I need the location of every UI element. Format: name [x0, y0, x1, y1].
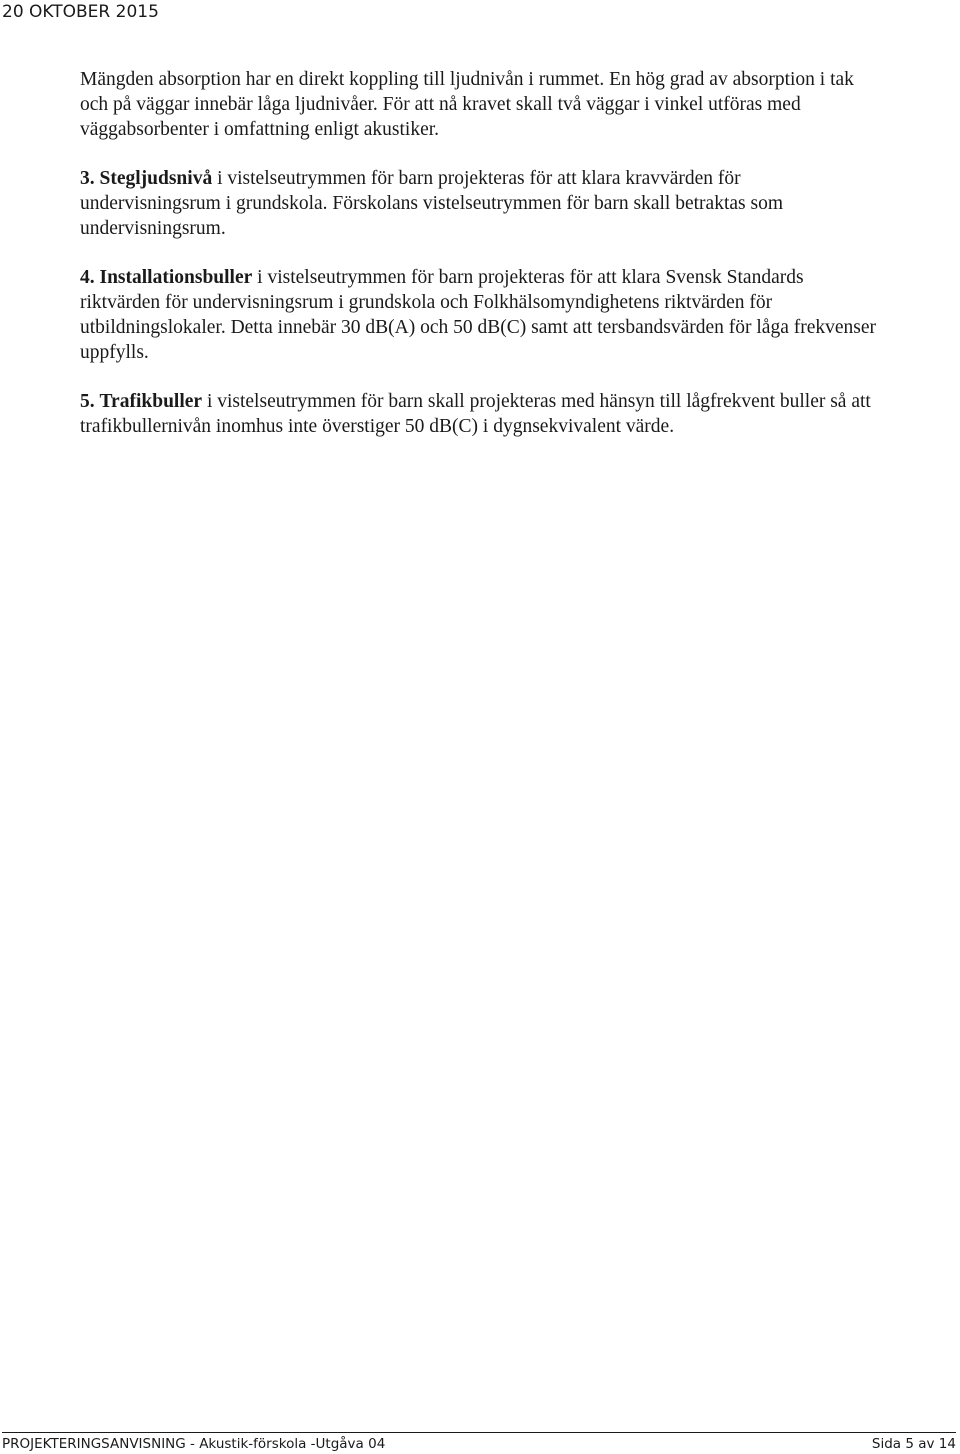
item-paragraph: [80, 265, 880, 365]
document-body: [80, 67, 880, 463]
intro-paragraph: Mängden absorption har en direkt koppling till ljudnivån i rummet. En hög grad av absorption i tak och på väggar innebär låga ljudnivåer. För att nå kravet skall två väggar i vinkel utföras med väggabsorbenter i omfattning enligt akustiker.: [80, 69, 854, 140]
header-date: 20 OKTOBER 2015: [2, 2, 159, 22]
item-number: 3.: [80, 168, 95, 189]
item-text: i vistelseutrymmen för barn projekteras för att klara kravvärden för undervisningsrum i grundskola. Förskolans vistelseutrymmen för barn skall betraktas som undervisningsrum.: [80, 168, 783, 239]
item-term: Trafikbuller: [99, 391, 203, 412]
page-footer: [2, 1432, 956, 1454]
item-number: 5.: [80, 391, 95, 412]
item-text: i vistelseutrymmen för barn projekteras för att klara Svensk Standards riktvärden för undervisningsrum i grundskola och Folkhälsomyndighetens riktvärden för utbildningslokaler. Detta innebär 30 dB(A) och 50 dB(C) samt att tersbandsvärden för låga frekvenser uppfylls.: [80, 267, 877, 363]
item-term: Stegljudsnivå: [99, 168, 213, 189]
item-paragraph: [80, 166, 880, 241]
item-text: i vistelseutrymmen för barn skall projekteras med hänsyn till lågfrekvent buller så att trafikbullernivån inomhus inte överstiger 50 dB(C) i dygnsekvivalent värde.: [80, 391, 871, 437]
footer-page-number: Sida 5 av 14: [871, 1436, 956, 1452]
item-paragraph: [80, 389, 880, 439]
footer-divider: [2, 1432, 956, 1433]
item-term: Installationsbuller: [99, 267, 253, 288]
footer-document-title: PROJEKTERINGSANVISNING - Akustik-förskola -Utgåva 04: [2, 1436, 386, 1452]
item-number: 4.: [80, 267, 95, 288]
